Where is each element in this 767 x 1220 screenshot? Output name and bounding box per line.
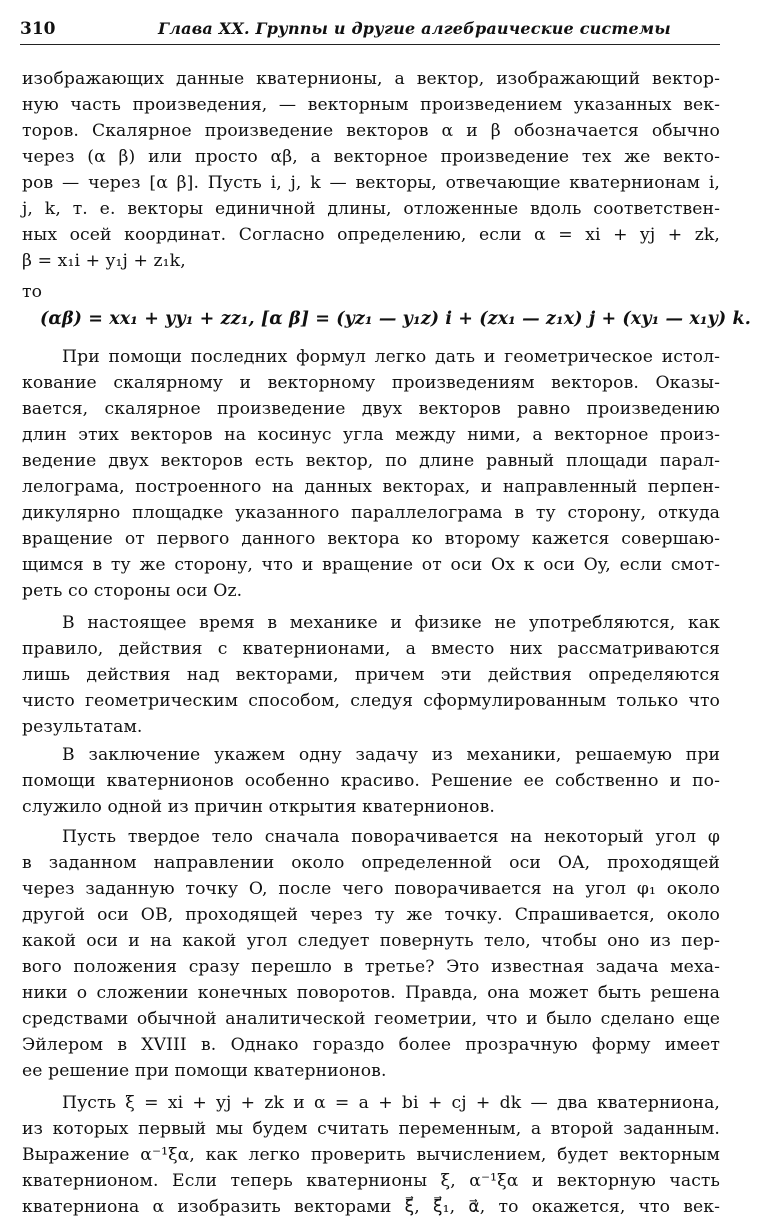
text-line: через (α β) или просто αβ, а векторное произведение тех же векто-: [22, 147, 720, 167]
text-line: какой оси и на какой угол следует повернуть тело, чтобы оно из пер-: [22, 931, 720, 951]
text-line: ров — через [α β]. Пусть i, j, k — векторы, отвечающие кватернионам i,: [22, 173, 720, 193]
header-rule: [20, 44, 720, 45]
text-line: через заданную точку O, после чего поворачивается на угол φ₁ около: [22, 879, 720, 899]
text-line: торов. Скалярное произведение векторов α и β обозначается обычно: [22, 121, 720, 141]
page-header: [20, 17, 720, 43]
text-line: то: [22, 282, 43, 302]
text-line: Пусть твердое тело сначала поворачивается на некоторый угол φ: [62, 827, 720, 847]
text-line: При помощи последних формул легко дать и геометрическое истол-: [62, 347, 720, 367]
text-line: лишь действия над векторами, причем эти действия определяются: [22, 665, 720, 685]
text-line: ее решение при помощи кватернионов.: [22, 1061, 387, 1081]
text-line: результатам.: [22, 717, 143, 737]
running-head: Глава XX. Группы и другие алгебраические системы: [158, 19, 671, 38]
text-line: служило одной из причин открытия кватернионов.: [22, 797, 495, 817]
text-line: В заключение укажем одну задачу из механики, решаемую при: [62, 745, 720, 765]
text-line: лелограма, построенного на данных векторах, и направленный перпен-: [22, 477, 720, 497]
formula-line: (αβ) = xx₁ + yy₁ + zz₁, [α β] = (yz₁ — y₁z) i + (zx₁ — z₁x) j + (xy₁ — x₁y) k.: [40, 309, 751, 329]
text-line: помощи кватернионов особенно красиво. Решение ее собственно и по-: [22, 771, 720, 791]
text-line: другой оси OB, проходящей через ту же точку. Спрашивается, около: [22, 905, 720, 925]
text-line: средствами обычной аналитической геометрии, что и было сделано еще: [22, 1009, 720, 1029]
text-line: дикулярно площадке указанного параллелограма в ту сторону, откуда: [22, 503, 720, 523]
text-line: из которых первый мы будем считать переменным, а второй заданным.: [22, 1119, 720, 1139]
text-line: чисто геометрическим способом, следуя сформулированным только что: [22, 691, 720, 711]
text-line: Пусть ξ = xi + yj + zk и α = a + bi + cj + dk — два кватерниона,: [62, 1093, 720, 1113]
text-line: Выражение α⁻¹ξα, как легко проверить вычислением, будет векторным: [22, 1145, 720, 1165]
text-line: j, k, т. е. векторы единичной длины, отложенные вдоль соответствен-: [22, 199, 720, 219]
text-line: ную часть произведения, — векторным произведением указанных век-: [22, 95, 720, 115]
text-line: кватернионом. Если теперь кватернионы ξ, α⁻¹ξα и векторную часть: [22, 1171, 720, 1191]
text-line: ники о сложении конечных поворотов. Правда, она может быть решена: [22, 983, 720, 1003]
text-line: вого положения сразу перешло в третье? Это известная задача меха-: [22, 957, 720, 977]
text-line: длин этих векторов на косинус угла между ними, а векторное произ-: [22, 425, 720, 445]
text-line: вращение от первого данного вектора ко второму кажется совершаю-: [22, 529, 720, 549]
text-line: изображающих данные кватернионы, а вектор, изображающий вектор-: [22, 69, 720, 89]
text-line: в заданном направлении около определенной оси OA, проходящей: [22, 853, 720, 873]
text-line: β = x₁i + y₁j + z₁k,: [22, 251, 186, 271]
text-line: вается, скалярное произведение двух векторов равно произведению: [22, 399, 720, 419]
text-line: реть со стороны оси Oz.: [22, 581, 243, 601]
page-number: 310: [20, 19, 56, 39]
text-line: щимся в ту же сторону, что и вращение от оси Ox к оси Oy, если смот-: [22, 555, 720, 575]
text-line: ведение двух векторов есть вектор, по длине равный площади парал-: [22, 451, 720, 471]
text-line: кватерниона α изобразить векторами ξ⃗, ξ⃗₁, α⃗, то окажется, что век-: [22, 1197, 720, 1217]
text-line: правило, действия с кватернионами, а вместо них рассматриваются: [22, 639, 720, 659]
text-line: кование скалярному и векторному произведениям векторов. Оказы-: [22, 373, 720, 393]
text-line: ных осей координат. Согласно определению, если α = xi + yj + zk,: [22, 225, 720, 245]
text-line: Эйлером в XVIII в. Однако гораздо более прозрачную форму имеет: [22, 1035, 720, 1055]
text-line: В настоящее время в механике и физике не употребляются, как: [62, 613, 720, 633]
